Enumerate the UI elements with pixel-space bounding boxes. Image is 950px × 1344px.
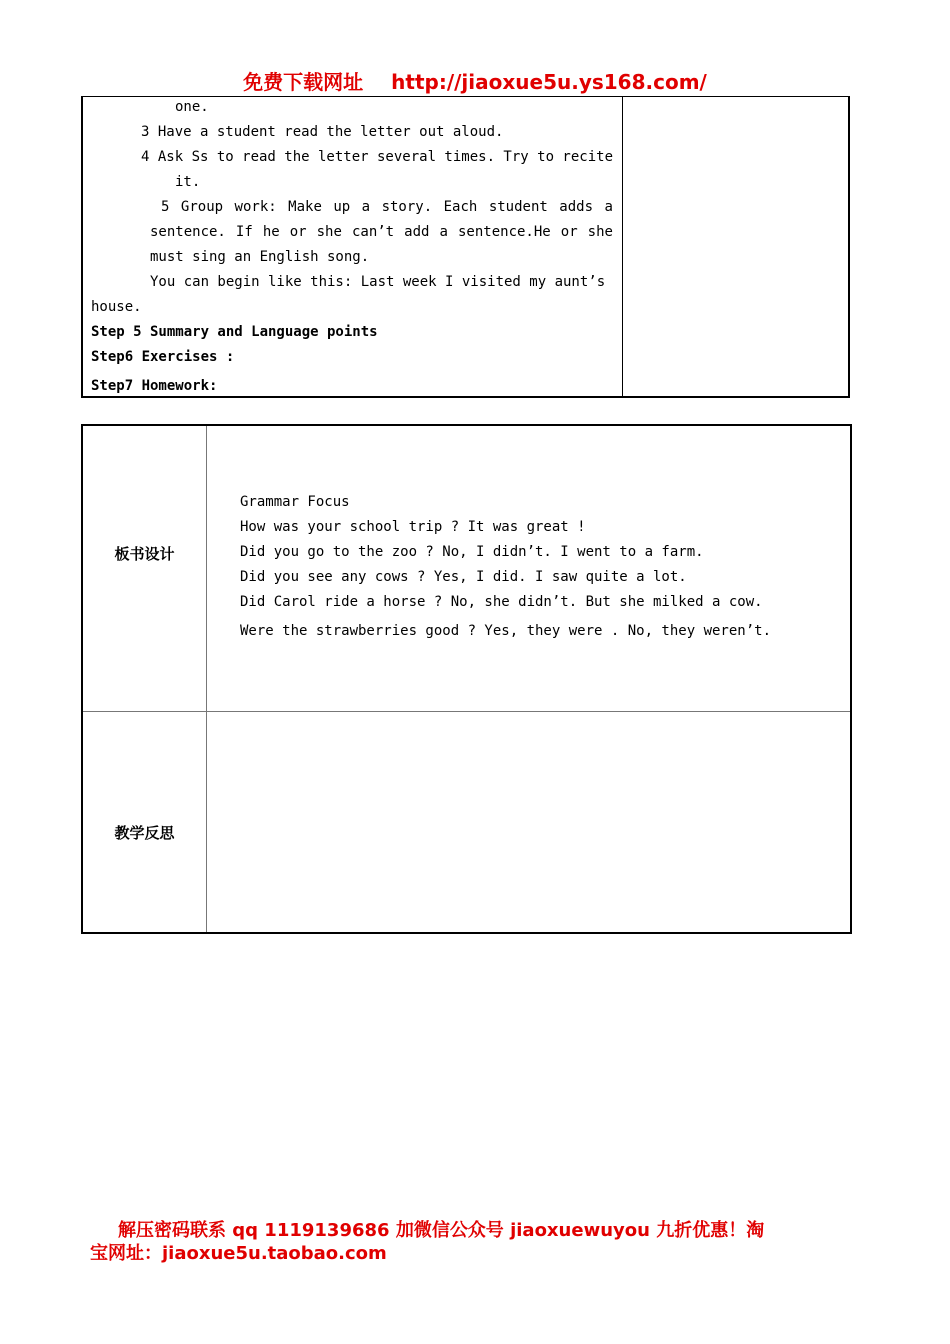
- column-divider: [622, 97, 623, 396]
- header-url[interactable]: http://jiaoxue5u.ys168.com/: [391, 70, 707, 94]
- step-7: Step7 Homework:: [91, 378, 218, 394]
- text-begin-a: You can begin like this: Last week I visited my aunt’s: [150, 274, 606, 290]
- board-design-label: 板书设计: [114, 545, 175, 563]
- text-item-4a: 4 Ask Ss to read the letter several times. Try to recite: [141, 149, 614, 165]
- design-table: [81, 424, 852, 934]
- procedure-table: [81, 96, 850, 398]
- row-divider: [83, 711, 850, 712]
- text-begin-b: house.: [91, 299, 142, 315]
- text-item-3: 3 Have a student read the letter out aloud.: [141, 124, 504, 140]
- column-divider: [206, 426, 207, 932]
- grammar-focus-heading: Grammar Focus: [240, 494, 350, 510]
- page-header: [0, 66, 950, 95]
- text-item-4b: it.: [175, 174, 201, 190]
- header-title: 免费下载网址: [243, 70, 364, 94]
- grammar-line-4: Did Carol ride a horse ? No, she didn’t. But she milked a cow.: [240, 594, 763, 610]
- step-6: Step6 Exercises :: [91, 349, 235, 365]
- text-item-5c: must sing an English song.: [150, 249, 370, 265]
- grammar-line-2: Did you go to the zoo ? No, I didn’t. I went to a farm.: [240, 544, 704, 560]
- reflection-label: 教学反思: [114, 824, 175, 842]
- footer-line-1: 解压密码联系 qq 1119139686 加微信公众号 jiaoxuewuyou 九折优惠！淘: [118, 1220, 765, 1241]
- text-line-one: one.: [175, 99, 209, 115]
- grammar-line-3: Did you see any cows ? Yes, I did. I saw quite a lot.: [240, 569, 687, 585]
- text-item-5a: 5 Group work: Make up a story. Each student adds a: [161, 199, 613, 215]
- text-item-5b: sentence. If he or she can’t add a sentence.He or she: [150, 224, 613, 240]
- page-footer: [90, 1219, 830, 1265]
- footer-line-2: 宝网址：jiaoxue5u.taobao.com: [90, 1243, 387, 1264]
- step-5: Step 5 Summary and Language points: [91, 324, 378, 340]
- grammar-line-1: How was your school trip ? It was great !: [240, 519, 586, 535]
- grammar-line-5: Were the strawberries good ? Yes, they were . No, they weren’t.: [240, 623, 772, 639]
